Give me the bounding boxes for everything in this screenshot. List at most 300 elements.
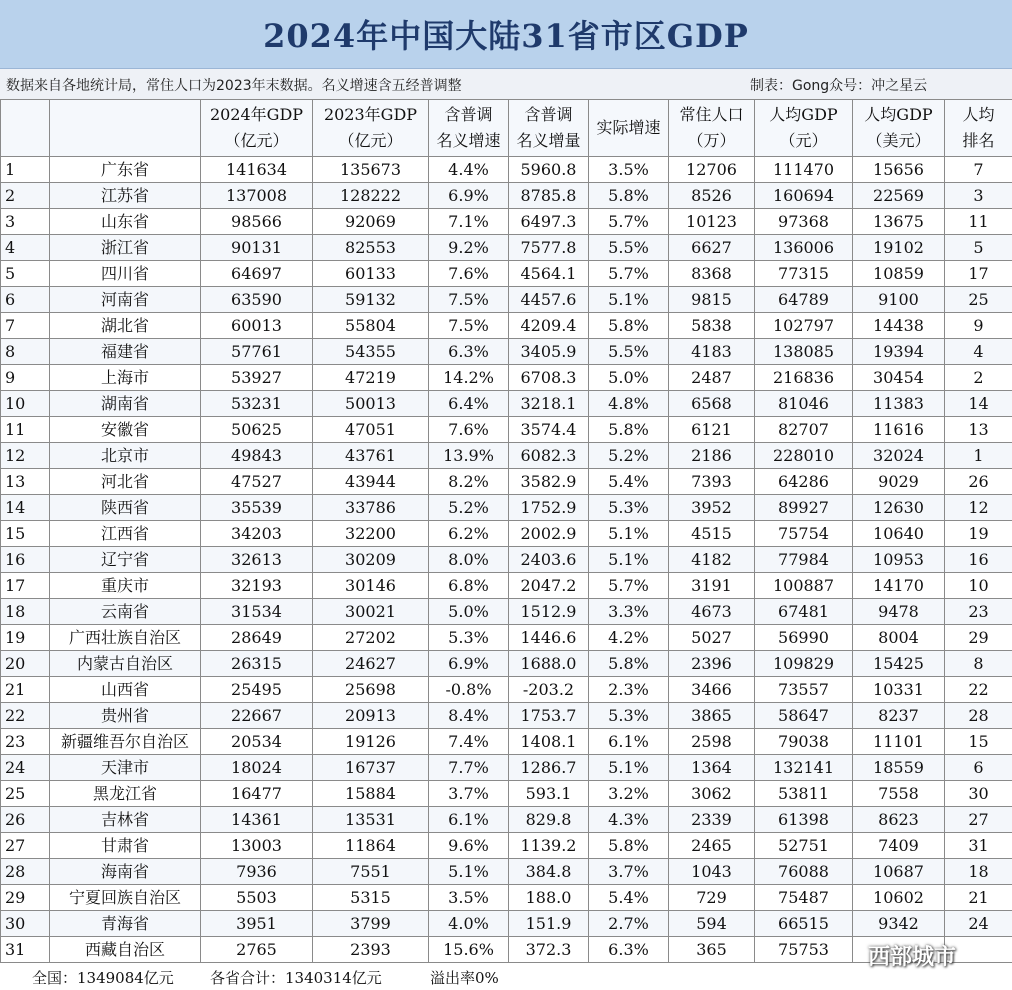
- column-header-line2: （美元）: [866, 131, 931, 150]
- nominal-increase-cell: 3582.9: [509, 469, 589, 495]
- table-row: [1, 911, 1012, 937]
- gdp-2024-cell: 22667: [201, 703, 313, 729]
- population-cell: 6568: [669, 391, 755, 417]
- watermark-logo: 西部城市: [868, 945, 957, 970]
- per-capita-rank-cell: 29: [945, 625, 1012, 651]
- population-cell: 2465: [669, 833, 755, 859]
- gdp-2024-cell: 32193: [201, 573, 313, 599]
- per-capita-cny-cell: 82707: [755, 417, 853, 443]
- nominal-growth-cell: 4.0%: [429, 911, 509, 937]
- nominal-growth-cell: 8.2%: [429, 469, 509, 495]
- nominal-increase-cell: 1688.0: [509, 651, 589, 677]
- per-capita-usd-cell: 7558: [853, 781, 945, 807]
- per-capita-rank-cell: 21: [945, 885, 1012, 911]
- nominal-growth-cell: 5.1%: [429, 859, 509, 885]
- population-cell: 1364: [669, 755, 755, 781]
- nominal-growth-cell: 9.6%: [429, 833, 509, 859]
- per-capita-rank-cell: 19: [945, 521, 1012, 547]
- per-capita-rank-cell: 1: [945, 443, 1012, 469]
- gdp-2024-cell: 47527: [201, 469, 313, 495]
- per-capita-rank-cell: 30: [945, 781, 1012, 807]
- gdp-2023-cell: 3799: [313, 911, 429, 937]
- column-header-line1: 含普调: [524, 105, 573, 124]
- real-growth-cell: 5.7%: [589, 261, 669, 287]
- gdp-2023-cell: 27202: [313, 625, 429, 651]
- column-header-line1: 人均: [962, 105, 995, 124]
- population-cell: 3952: [669, 495, 755, 521]
- per-capita-usd-cell: 22569: [853, 183, 945, 209]
- footer-overflow-rate: 溢出率0%: [430, 969, 499, 987]
- table-row: [1, 183, 1012, 209]
- province-cell: 天津市: [50, 755, 201, 781]
- real-growth-cell: 5.1%: [589, 755, 669, 781]
- column-header-line2: 排名: [962, 131, 995, 150]
- rank-cell: 3: [1, 209, 50, 235]
- gdp-2024-cell: 63590: [201, 287, 313, 313]
- per-capita-usd-cell: 9100: [853, 287, 945, 313]
- real-growth-cell: 5.8%: [589, 417, 669, 443]
- table-row: [1, 261, 1012, 287]
- column-header-line1: 2023年GDP: [323, 105, 418, 124]
- gdp-2023-cell: 43944: [313, 469, 429, 495]
- gdp-2024-cell: 35539: [201, 495, 313, 521]
- province-cell: 重庆市: [50, 573, 201, 599]
- nominal-growth-cell: 15.6%: [429, 937, 509, 963]
- per-capita-rank-cell: 26: [945, 469, 1012, 495]
- gdp-2023-cell: 33786: [313, 495, 429, 521]
- per-capita-cny-cell: 81046: [755, 391, 853, 417]
- rank-cell: 15: [1, 521, 50, 547]
- population-cell: 729: [669, 885, 755, 911]
- column-header-line1: 2024年GDP: [209, 105, 304, 124]
- province-cell: 湖北省: [50, 313, 201, 339]
- per-capita-cny-cell: 97368: [755, 209, 853, 235]
- nominal-increase-cell: 3218.1: [509, 391, 589, 417]
- nominal-growth-cell: 8.0%: [429, 547, 509, 573]
- rank-cell: 23: [1, 729, 50, 755]
- per-capita-cny-cell: 53811: [755, 781, 853, 807]
- per-capita-cny-cell: 75754: [755, 521, 853, 547]
- table-row: [1, 365, 1012, 391]
- per-capita-usd-cell: 9342: [853, 911, 945, 937]
- province-cell: 广西壮族自治区: [50, 625, 201, 651]
- gdp-2024-cell: 53231: [201, 391, 313, 417]
- nominal-growth-cell: 13.9%: [429, 443, 509, 469]
- table-row: [1, 729, 1012, 755]
- per-capita-usd-cell: 10859: [853, 261, 945, 287]
- table-header-row: [1, 100, 1012, 157]
- per-capita-rank-cell: 22: [945, 677, 1012, 703]
- nominal-increase-cell: 1286.7: [509, 755, 589, 781]
- per-capita-rank-cell: 12: [945, 495, 1012, 521]
- nominal-growth-cell: 6.9%: [429, 651, 509, 677]
- nominal-increase-cell: 3574.4: [509, 417, 589, 443]
- population-cell: 2396: [669, 651, 755, 677]
- per-capita-rank-cell: 11: [945, 209, 1012, 235]
- province-cell: 甘肃省: [50, 833, 201, 859]
- real-growth-cell: 5.7%: [589, 573, 669, 599]
- per-capita-usd-cell: 14438: [853, 313, 945, 339]
- gdp-2024-cell: 18024: [201, 755, 313, 781]
- rank-cell: 12: [1, 443, 50, 469]
- province-cell: 新疆维吾尔自治区: [50, 729, 201, 755]
- nominal-increase-cell: 188.0: [509, 885, 589, 911]
- gdp-2023-cell: 59132: [313, 287, 429, 313]
- gdp-2023-cell: 43761: [313, 443, 429, 469]
- column-header-line2: 名义增速: [436, 131, 501, 150]
- footer: [0, 963, 1012, 990]
- province-cell: 宁夏回族自治区: [50, 885, 201, 911]
- per-capita-cny-cell: 111470: [755, 157, 853, 183]
- gdp-2023-cell: 47051: [313, 417, 429, 443]
- gdp-2024-cell: 28649: [201, 625, 313, 651]
- rank-cell: 21: [1, 677, 50, 703]
- nominal-growth-cell: 6.1%: [429, 807, 509, 833]
- nominal-increase-cell: 6082.3: [509, 443, 589, 469]
- per-capita-cny-cell: 138085: [755, 339, 853, 365]
- rank-cell: 18: [1, 599, 50, 625]
- per-capita-usd-cell: 14170: [853, 573, 945, 599]
- gdp-2023-cell: 11864: [313, 833, 429, 859]
- province-cell: 黑龙江省: [50, 781, 201, 807]
- per-capita-rank-cell: 24: [945, 911, 1012, 937]
- per-capita-rank-cell: 5: [945, 235, 1012, 261]
- rank-cell: 29: [1, 885, 50, 911]
- gdp-2024-cell: 3951: [201, 911, 313, 937]
- per-capita-rank-cell: 18: [945, 859, 1012, 885]
- population-cell: 8526: [669, 183, 755, 209]
- column-header: [313, 100, 429, 157]
- table-row: [1, 885, 1012, 911]
- column-header-line2: （亿元）: [224, 131, 289, 150]
- per-capita-cny-cell: 228010: [755, 443, 853, 469]
- per-capita-usd-cell: 9029: [853, 469, 945, 495]
- population-cell: 10123: [669, 209, 755, 235]
- gdp-2024-cell: 13003: [201, 833, 313, 859]
- nominal-growth-cell: 7.6%: [429, 261, 509, 287]
- population-cell: 4183: [669, 339, 755, 365]
- real-growth-cell: 4.2%: [589, 625, 669, 651]
- gdp-2023-cell: 15884: [313, 781, 429, 807]
- real-growth-cell: 3.7%: [589, 859, 669, 885]
- table-row: [1, 703, 1012, 729]
- nominal-growth-cell: 4.4%: [429, 157, 509, 183]
- gdp-2024-cell: 60013: [201, 313, 313, 339]
- table-row: [1, 625, 1012, 651]
- gdp-2023-cell: 60133: [313, 261, 429, 287]
- source-note: 数据来自各地统计局，常住人口为2023年末数据。名义增速含五经普调整: [6, 78, 462, 94]
- per-capita-rank-cell: 23: [945, 599, 1012, 625]
- per-capita-rank-cell: 27: [945, 807, 1012, 833]
- population-cell: 3466: [669, 677, 755, 703]
- province-cell: 山东省: [50, 209, 201, 235]
- per-capita-usd-cell: 11383: [853, 391, 945, 417]
- table-row: [1, 937, 1012, 963]
- table-row: [1, 417, 1012, 443]
- population-cell: 7393: [669, 469, 755, 495]
- nominal-increase-cell: 1752.9: [509, 495, 589, 521]
- gdp-2024-cell: 14361: [201, 807, 313, 833]
- real-growth-cell: 5.3%: [589, 703, 669, 729]
- rank-cell: 22: [1, 703, 50, 729]
- per-capita-rank-cell: 28: [945, 703, 1012, 729]
- per-capita-rank-cell: 7: [945, 157, 1012, 183]
- per-capita-cny-cell: 66515: [755, 911, 853, 937]
- per-capita-cny-cell: 77315: [755, 261, 853, 287]
- real-growth-cell: 5.7%: [589, 209, 669, 235]
- gdp-2023-cell: 25698: [313, 677, 429, 703]
- rank-cell: 16: [1, 547, 50, 573]
- page-title: 2024年中国大陆31省市区GDP: [0, 0, 1012, 69]
- table-row: [1, 859, 1012, 885]
- gdp-2023-cell: 30146: [313, 573, 429, 599]
- per-capita-rank-cell: 3: [945, 183, 1012, 209]
- gdp-2023-cell: 82553: [313, 235, 429, 261]
- gdp-2023-cell: 135673: [313, 157, 429, 183]
- population-cell: 4515: [669, 521, 755, 547]
- nominal-increase-cell: 829.8: [509, 807, 589, 833]
- nominal-growth-cell: -0.8%: [429, 677, 509, 703]
- gdp-2023-cell: 19126: [313, 729, 429, 755]
- footer-province-sum: 各省合计：1340314亿元: [210, 969, 382, 987]
- population-cell: 5838: [669, 313, 755, 339]
- nominal-increase-cell: 7577.8: [509, 235, 589, 261]
- province-cell: 安徽省: [50, 417, 201, 443]
- province-cell: 内蒙古自治区: [50, 651, 201, 677]
- per-capita-cny-cell: 75753: [755, 937, 853, 963]
- per-capita-usd-cell: 10602: [853, 885, 945, 911]
- per-capita-cny-cell: 160694: [755, 183, 853, 209]
- population-cell: 6627: [669, 235, 755, 261]
- rank-cell: 27: [1, 833, 50, 859]
- gdp-2024-cell: 137008: [201, 183, 313, 209]
- column-header-line2: （元）: [779, 131, 828, 150]
- province-cell: 陕西省: [50, 495, 201, 521]
- table-row: [1, 469, 1012, 495]
- per-capita-usd-cell: 8623: [853, 807, 945, 833]
- real-growth-cell: 5.8%: [589, 833, 669, 859]
- gdp-2023-cell: 30021: [313, 599, 429, 625]
- real-growth-cell: 5.0%: [589, 365, 669, 391]
- table-body: [1, 157, 1012, 963]
- per-capita-rank-cell: 14: [945, 391, 1012, 417]
- nominal-increase-cell: 1753.7: [509, 703, 589, 729]
- nominal-increase-cell: 384.8: [509, 859, 589, 885]
- table-row: [1, 443, 1012, 469]
- population-cell: 12706: [669, 157, 755, 183]
- population-cell: 4182: [669, 547, 755, 573]
- real-growth-cell: 5.8%: [589, 313, 669, 339]
- per-capita-cny-cell: 109829: [755, 651, 853, 677]
- nominal-increase-cell: 2047.2: [509, 573, 589, 599]
- population-cell: 4673: [669, 599, 755, 625]
- population-cell: 9815: [669, 287, 755, 313]
- nominal-increase-cell: 1408.1: [509, 729, 589, 755]
- province-cell: 海南省: [50, 859, 201, 885]
- real-growth-cell: 5.8%: [589, 651, 669, 677]
- rank-cell: 5: [1, 261, 50, 287]
- column-header-line1: 常住人口: [679, 105, 744, 124]
- table-row: [1, 599, 1012, 625]
- per-capita-usd-cell: 11616: [853, 417, 945, 443]
- per-capita-cny-cell: 61398: [755, 807, 853, 833]
- population-cell: 2487: [669, 365, 755, 391]
- gdp-2023-cell: 30209: [313, 547, 429, 573]
- column-header: [589, 100, 669, 157]
- gdp-2024-cell: 98566: [201, 209, 313, 235]
- population-cell: 365: [669, 937, 755, 963]
- per-capita-usd-cell: 7409: [853, 833, 945, 859]
- gdp-2023-cell: 54355: [313, 339, 429, 365]
- per-capita-rank-cell: 17: [945, 261, 1012, 287]
- population-cell: 594: [669, 911, 755, 937]
- rank-cell: 6: [1, 287, 50, 313]
- province-cell: 浙江省: [50, 235, 201, 261]
- rank-cell: 30: [1, 911, 50, 937]
- rank-cell: 25: [1, 781, 50, 807]
- per-capita-cny-cell: 89927: [755, 495, 853, 521]
- per-capita-rank-cell: 10: [945, 573, 1012, 599]
- nominal-growth-cell: 6.4%: [429, 391, 509, 417]
- per-capita-usd-cell: 10687: [853, 859, 945, 885]
- per-capita-usd-cell: 11101: [853, 729, 945, 755]
- population-cell: 3191: [669, 573, 755, 599]
- population-cell: 2339: [669, 807, 755, 833]
- nominal-increase-cell: 151.9: [509, 911, 589, 937]
- real-growth-cell: 5.4%: [589, 885, 669, 911]
- gdp-2023-cell: 24627: [313, 651, 429, 677]
- gdp-2024-cell: 90131: [201, 235, 313, 261]
- nominal-growth-cell: 7.6%: [429, 417, 509, 443]
- per-capita-cny-cell: 136006: [755, 235, 853, 261]
- gdp-2024-cell: 32613: [201, 547, 313, 573]
- per-capita-rank-cell: 8: [945, 651, 1012, 677]
- rank-cell: 17: [1, 573, 50, 599]
- per-capita-cny-cell: 132141: [755, 755, 853, 781]
- per-capita-rank-cell: 16: [945, 547, 1012, 573]
- per-capita-cny-cell: 77984: [755, 547, 853, 573]
- footer-national-total: 全国：1349084亿元: [32, 969, 174, 987]
- real-growth-cell: 3.3%: [589, 599, 669, 625]
- table-row: [1, 313, 1012, 339]
- province-cell: 上海市: [50, 365, 201, 391]
- gdp-2023-cell: 7551: [313, 859, 429, 885]
- nominal-growth-cell: 5.2%: [429, 495, 509, 521]
- column-header-line2: （亿元）: [338, 131, 403, 150]
- gdp-2024-cell: 34203: [201, 521, 313, 547]
- real-growth-cell: 3.2%: [589, 781, 669, 807]
- per-capita-cny-cell: 56990: [755, 625, 853, 651]
- credit-text: 制表：Gong众号：冲之星云: [750, 78, 928, 94]
- column-header-line2: 名义增量: [516, 131, 581, 150]
- real-growth-cell: 6.3%: [589, 937, 669, 963]
- province-cell: 西藏自治区: [50, 937, 201, 963]
- rank-cell: 26: [1, 807, 50, 833]
- province-cell: 江西省: [50, 521, 201, 547]
- rank-cell: 1: [1, 157, 50, 183]
- per-capita-usd-cell: 12630: [853, 495, 945, 521]
- nominal-growth-cell: 7.5%: [429, 287, 509, 313]
- per-capita-rank-cell: 15: [945, 729, 1012, 755]
- per-capita-cny-cell: 76088: [755, 859, 853, 885]
- rank-cell: 14: [1, 495, 50, 521]
- population-cell: 3062: [669, 781, 755, 807]
- column-header-line1: 实际增速: [596, 118, 661, 137]
- rank-cell: 4: [1, 235, 50, 261]
- per-capita-cny-cell: 100887: [755, 573, 853, 599]
- province-cell: 云南省: [50, 599, 201, 625]
- nominal-growth-cell: 6.9%: [429, 183, 509, 209]
- real-growth-cell: 5.5%: [589, 339, 669, 365]
- nominal-growth-cell: 6.2%: [429, 521, 509, 547]
- gdp-2024-cell: 20534: [201, 729, 313, 755]
- rank-cell: 28: [1, 859, 50, 885]
- nominal-growth-cell: 9.2%: [429, 235, 509, 261]
- nominal-increase-cell: 6497.3: [509, 209, 589, 235]
- nominal-increase-cell: 6708.3: [509, 365, 589, 391]
- per-capita-rank-cell: 4: [945, 339, 1012, 365]
- gdp-2024-cell: 2765: [201, 937, 313, 963]
- per-capita-usd-cell: 9478: [853, 599, 945, 625]
- nominal-growth-cell: 7.7%: [429, 755, 509, 781]
- gdp-table: [0, 99, 1012, 963]
- per-capita-cny-cell: 73557: [755, 677, 853, 703]
- gdp-2023-cell: 13531: [313, 807, 429, 833]
- rank-cell: 24: [1, 755, 50, 781]
- column-header-line2: （万）: [687, 131, 736, 150]
- population-cell: 2598: [669, 729, 755, 755]
- nominal-growth-cell: 3.7%: [429, 781, 509, 807]
- rank-cell: 10: [1, 391, 50, 417]
- real-growth-cell: 5.5%: [589, 235, 669, 261]
- column-header: [945, 100, 1012, 157]
- table-row: [1, 651, 1012, 677]
- column-header: [50, 100, 201, 157]
- population-cell: 3865: [669, 703, 755, 729]
- gdp-2023-cell: 20913: [313, 703, 429, 729]
- nominal-growth-cell: 6.8%: [429, 573, 509, 599]
- real-growth-cell: 5.8%: [589, 183, 669, 209]
- nominal-increase-cell: 8785.8: [509, 183, 589, 209]
- gdp-2023-cell: 50013: [313, 391, 429, 417]
- nominal-growth-cell: 7.4%: [429, 729, 509, 755]
- province-cell: 吉林省: [50, 807, 201, 833]
- nominal-increase-cell: -203.2: [509, 677, 589, 703]
- province-cell: 江苏省: [50, 183, 201, 209]
- real-growth-cell: 4.3%: [589, 807, 669, 833]
- column-header-line1: 人均GDP: [864, 105, 933, 124]
- rank-cell: 11: [1, 417, 50, 443]
- gdp-2023-cell: 92069: [313, 209, 429, 235]
- column-header: [853, 100, 945, 157]
- per-capita-rank-cell: 6: [945, 755, 1012, 781]
- province-cell: 辽宁省: [50, 547, 201, 573]
- per-capita-rank-cell: 2: [945, 365, 1012, 391]
- table-row: [1, 755, 1012, 781]
- table-row: [1, 677, 1012, 703]
- per-capita-usd-cell: 10331: [853, 677, 945, 703]
- per-capita-cny-cell: 58647: [755, 703, 853, 729]
- nominal-increase-cell: 372.3: [509, 937, 589, 963]
- column-header-line1: 人均GDP: [769, 105, 838, 124]
- table-row: [1, 391, 1012, 417]
- gdp-2024-cell: 31534: [201, 599, 313, 625]
- nominal-increase-cell: 4209.4: [509, 313, 589, 339]
- gdp-2024-cell: 53927: [201, 365, 313, 391]
- rank-cell: 13: [1, 469, 50, 495]
- per-capita-rank-cell: 25: [945, 287, 1012, 313]
- gdp-2023-cell: 2393: [313, 937, 429, 963]
